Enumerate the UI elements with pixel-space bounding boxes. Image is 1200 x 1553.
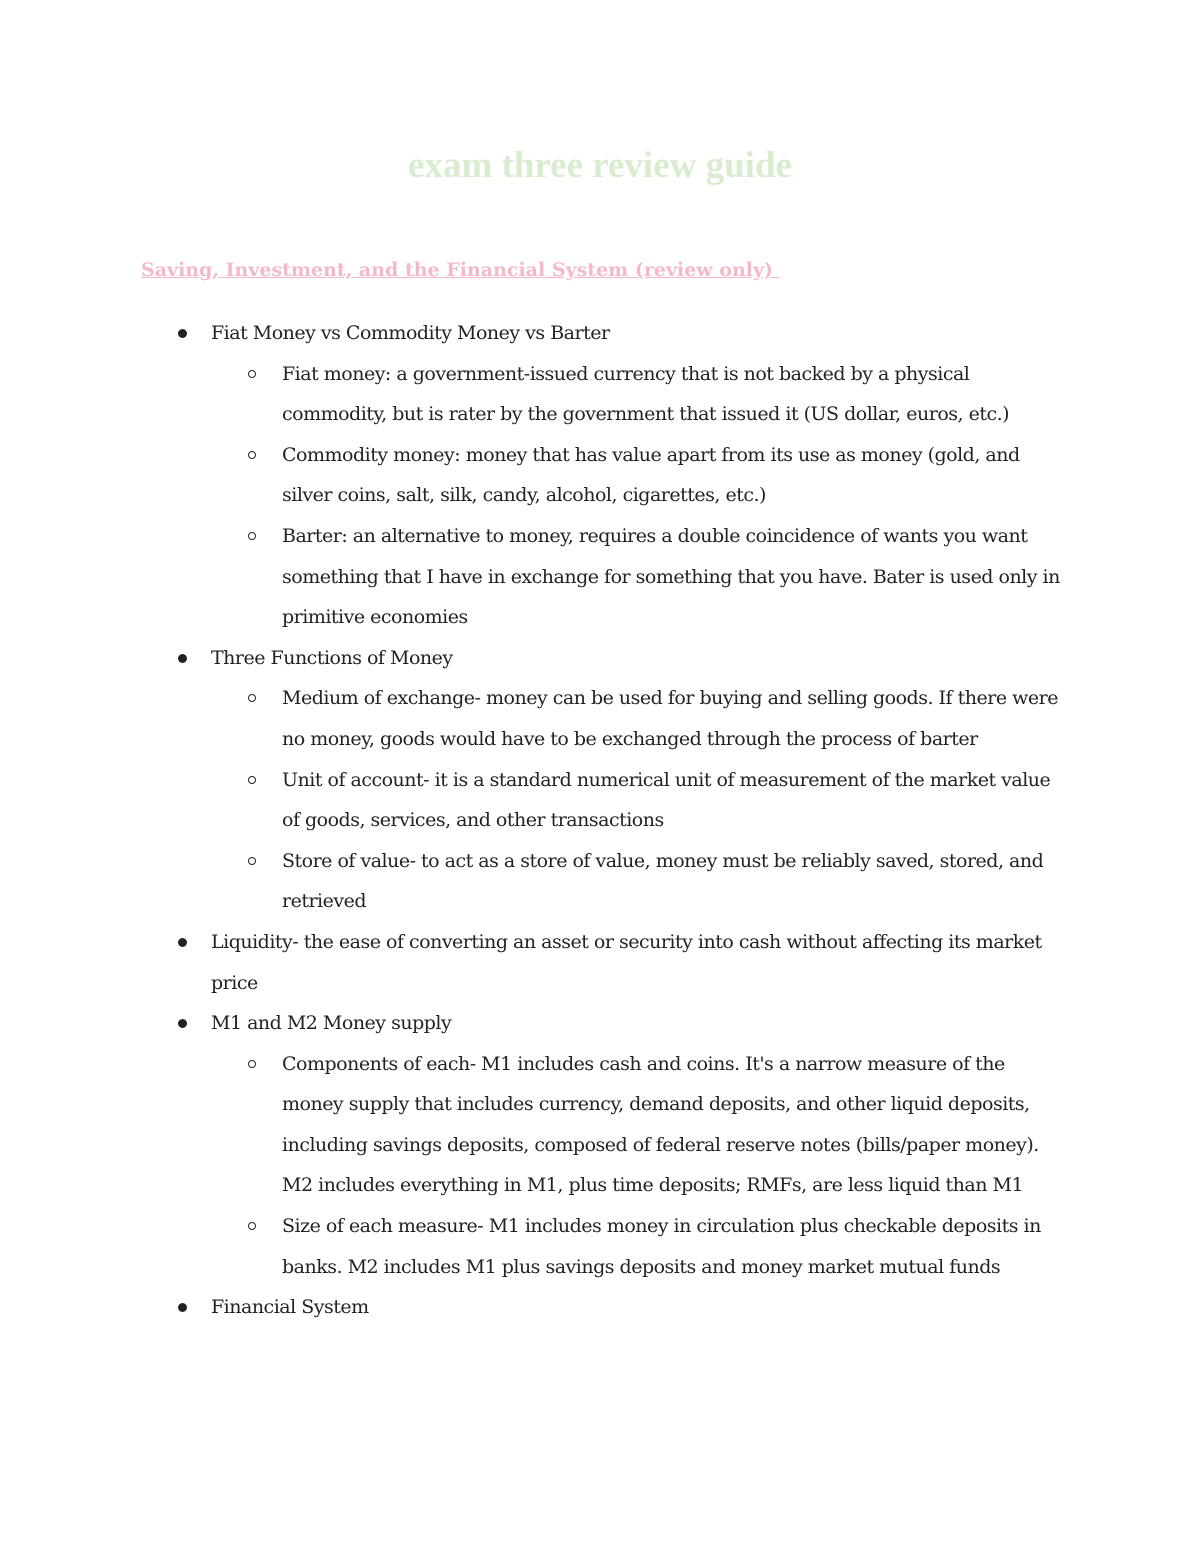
list-item-three-functions-of-money (0, 638, 1071, 922)
sub-item-text: Size of each measure- M1 includes money in circulation plus checkable deposits in banks. M2 includes M1 plus savings deposits and money market mutual funds (282, 1215, 1041, 1278)
sub-list (211, 1044, 1071, 1288)
list-item-text: M1 and M2 Money supply (211, 1012, 452, 1035)
filled-bullet-icon (178, 329, 187, 338)
list-item-text: Financial System (211, 1296, 369, 1319)
filled-bullet-icon (178, 1019, 187, 1028)
hollow-bullet-icon (248, 370, 256, 378)
filled-bullet-icon (178, 938, 187, 947)
filled-bullet-icon (178, 1303, 187, 1312)
sub-item-fiat-money (282, 354, 1062, 435)
list-item-text: Liquidity- the ease of converting an asset or security into cash without affecting its market price (211, 930, 1042, 994)
sub-list (211, 354, 1071, 638)
sub-item-text: Barter: an alternative to money, requires a double coincidence of wants you want something that I have in exchange for something that you have. Bater is used only in primitive economies (282, 524, 1060, 629)
list-item-liquidity (0, 922, 1071, 1003)
sub-list (211, 678, 1071, 922)
hollow-bullet-icon (248, 532, 256, 540)
hollow-bullet-icon (248, 857, 256, 865)
sub-item-unit-of-account (282, 760, 1062, 841)
document-title: exam three review guide (408, 145, 792, 186)
sub-item-medium-of-exchange (282, 678, 1062, 759)
sub-item-components-of-each (282, 1044, 1062, 1206)
sub-item-commodity-money (282, 435, 1062, 516)
filled-bullet-icon (178, 654, 187, 663)
outline-list (0, 313, 1200, 1328)
hollow-bullet-icon (248, 694, 256, 702)
sub-item-store-of-value (282, 841, 1062, 922)
hollow-bullet-icon (248, 776, 256, 784)
section-heading: Saving, Investment, and the Financial System (review only) (141, 259, 780, 281)
hollow-bullet-icon (248, 1222, 256, 1230)
list-item-fiat-vs-commodity-vs-barter (0, 313, 1071, 638)
sub-item-size-of-each-measure (282, 1206, 1062, 1287)
sub-item-text: Store of value- to act as a store of value, money must be reliably saved, stored, and retrieved (282, 849, 1044, 913)
hollow-bullet-icon (248, 1060, 256, 1068)
sub-item-text: Components of each- M1 includes cash and coins. It's a narrow measure of the money supply that includes currency, demand deposits, and other liquid deposits, including savings deposits, composed of federal reserve notes (bills/paper money). M2 includes everything in M1, plus time deposits; RMFs, are less liquid than M1 (282, 1052, 1039, 1197)
list-item-text: Three Functions of Money (211, 646, 453, 669)
sub-item-barter (282, 516, 1062, 638)
hollow-bullet-icon (248, 451, 256, 459)
list-item-text: Fiat Money vs Commodity Money vs Barter (211, 322, 610, 344)
sub-item-text: Unit of account- it is a standard numerical unit of measurement of the market value of goods, services, and other transactions (282, 768, 1051, 832)
list-item-financial-system (0, 1287, 1071, 1328)
sub-item-text: Commodity money: money that has value apart from its use as money (gold, and silver coins, salt, silk, candy, alcohol, cigarettes, etc.) (282, 443, 1020, 507)
sub-item-text: Medium of exchange- money can be used for buying and selling goods. If there were no money, goods would have to be exchanged through the process of barter (282, 687, 1058, 750)
sub-item-text: Fiat money: a government-issued currency that is not backed by a physical commodity, but is rater by the government that issued it (US dollar, euros, etc.) (282, 362, 1010, 426)
list-item-m1-m2-money-supply (0, 1003, 1071, 1287)
